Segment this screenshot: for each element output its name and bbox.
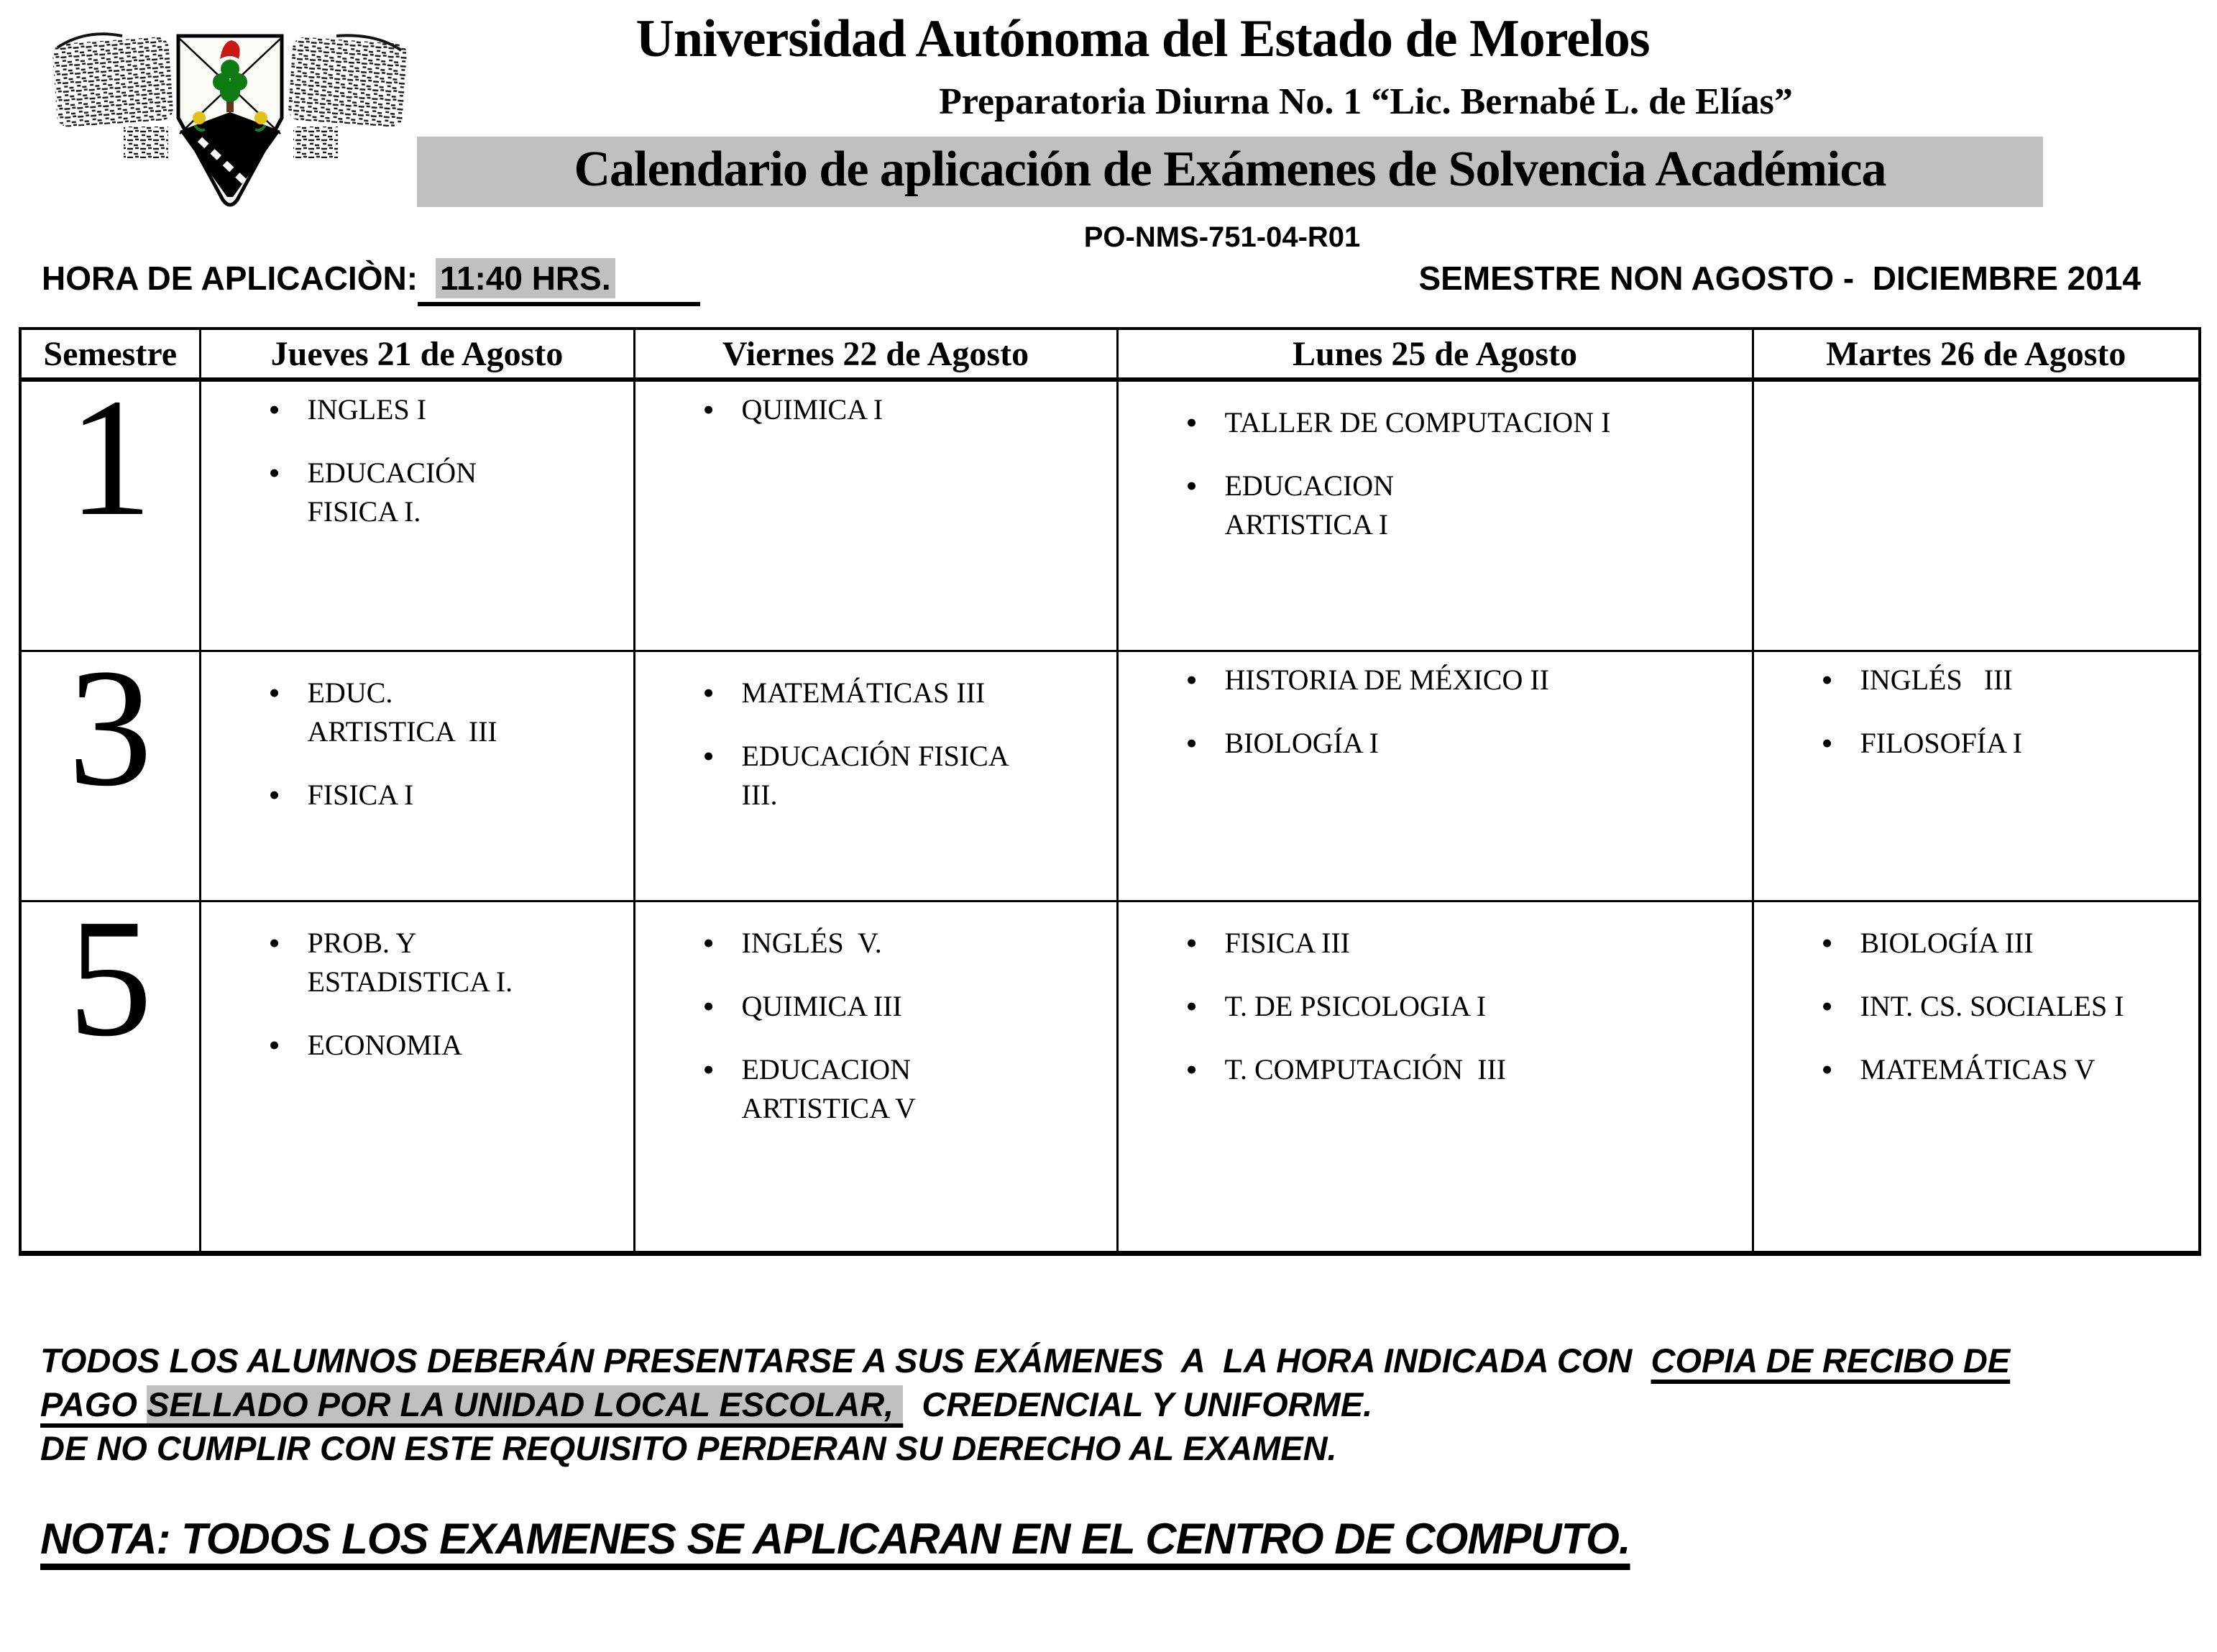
- requirements-note-line1: [40, 1339, 2198, 1382]
- col-header-semestre: Semestre: [20, 329, 200, 380]
- exam-item: • FISICA III: [1185, 924, 1742, 963]
- semestre-number: 1: [68, 364, 152, 551]
- exam-item: • TALLER DE COMPUTACION I: [1185, 403, 1742, 442]
- semestre-cell: [20, 884, 200, 1253]
- application-time-line: [42, 259, 700, 306]
- cell-sem1-viernes: [634, 380, 1117, 651]
- cell-sem3-viernes: [634, 651, 1117, 901]
- application-time-underline: [418, 259, 700, 306]
- cell-sem5-jueves: [200, 901, 634, 1253]
- requirements-note-line2: [40, 1382, 2198, 1426]
- cell-sem3-lunes: [1117, 651, 1753, 901]
- exam-item: • FISICA I: [267, 776, 623, 814]
- cell-sem3-martes: [1753, 651, 2200, 901]
- table-row-semestre-3: [20, 651, 2200, 901]
- table-row-semestre-5: [20, 901, 2200, 1253]
- exam-item: • PROB. Y ESTADISTICA I.: [267, 924, 623, 1001]
- exam-item: • EDUC. ARTISTICA III: [267, 674, 623, 751]
- note-segment: SELLADO POR LA UNIDAD LOCAL ESCOLAR,: [146, 1385, 904, 1424]
- exam-item: • EDUCACIÓN FISICA I.: [267, 454, 623, 531]
- cell-sem1-lunes: [1117, 380, 1753, 651]
- document-code: PO-NMS-751-04-R01: [1083, 221, 1361, 253]
- school-subtitle: Preparatoria Diurna No. 1 “Lic. Bernabé L. de Elías”: [939, 81, 1793, 122]
- semestre-number: 5: [68, 884, 152, 1071]
- exam-item: • ECONOMIA: [267, 1026, 623, 1065]
- exam-item: • INT. CS. SOCIALES I: [1820, 987, 2189, 1026]
- cell-sem5-martes: [1753, 901, 2200, 1253]
- table-row-semestre-1: [20, 380, 2200, 651]
- note-segment: CREDENCIAL Y UNIFORME.: [903, 1385, 1373, 1424]
- cell-sem3-jueves: [200, 651, 634, 901]
- semestre-number: 3: [68, 633, 152, 821]
- exam-item: • T. DE PSICOLOGIA I: [1185, 987, 1742, 1026]
- table-header-row: [20, 329, 2200, 380]
- exam-item: • INGLÉS III: [1820, 661, 2189, 699]
- cell-sem5-lunes: [1117, 901, 1753, 1253]
- document-title: Calendario de aplicación de Exámenes de Solvencia Académica: [417, 137, 2043, 207]
- exam-item: • INGLÉS V.: [702, 924, 1106, 963]
- requirements-note-line3: [40, 1426, 2198, 1470]
- nota-text: NOTA: TODOS LOS EXAMENES SE APLICARAN EN EL CENTRO DE COMPUTO.: [40, 1515, 1630, 1563]
- col-header-martes: Martes 26 de Agosto: [1753, 329, 2200, 380]
- exam-item: • HISTORIA DE MÉXICO II: [1185, 661, 1742, 699]
- col-header-lunes: Lunes 25 de Agosto: [1117, 329, 1753, 380]
- col-header-viernes: Viernes 22 de Agosto: [634, 329, 1117, 380]
- nota-line: [40, 1514, 1630, 1564]
- note-segment: TODOS LOS ALUMNOS DEBERÁN PRESENTARSE A SUS EXÁMENES A LA HORA INDICADA CON: [40, 1341, 1651, 1380]
- exam-item: • FILOSOFÍA I: [1820, 724, 2189, 763]
- university-title: Universidad Autónoma del Estado de Morelos: [635, 9, 1650, 68]
- exam-item: • T. COMPUTACIÓN III: [1185, 1050, 1742, 1089]
- exam-item: • QUIMICA III: [702, 987, 1106, 1026]
- note-segment: DE NO CUMPLIR CON ESTE REQUISITO PERDERAN SU DERECHO AL EXAMEN.: [40, 1429, 1337, 1468]
- exam-item: • MATEMÁTICAS V: [1820, 1050, 2189, 1089]
- cell-sem5-viernes: [634, 901, 1117, 1253]
- cell-sem1-jueves: [200, 380, 634, 651]
- col-header-jueves: Jueves 21 de Agosto: [200, 329, 634, 380]
- exam-item: • MATEMÁTICAS III: [702, 674, 1106, 712]
- requirements-note: [40, 1339, 2198, 1470]
- application-time-label: HORA DE APLICACIÒN:: [42, 260, 418, 297]
- exam-item: • EDUCACIÓN FISICA III.: [702, 737, 1106, 814]
- semestre-cell: [20, 633, 200, 901]
- exam-item: • EDUCACION ARTISTICA I: [1185, 467, 1742, 544]
- semester-period: SEMESTRE NON AGOSTO - DICIEMBRE 2014: [1418, 260, 2141, 297]
- note-segment: COPIA DE RECIBO DE: [1651, 1341, 2011, 1380]
- exam-item: • EDUCACION ARTISTICA V: [702, 1050, 1106, 1128]
- exam-schedule-table: [19, 327, 2201, 1256]
- semestre-cell: [20, 364, 200, 651]
- exam-item: • QUIMICA I: [702, 390, 1106, 429]
- exam-item: • BIOLOGÍA III: [1820, 924, 2189, 963]
- cell-sem1-martes: [1753, 380, 2200, 651]
- note-segment: PAGO: [40, 1385, 147, 1424]
- application-time-value: 11:40 HRS.: [436, 258, 615, 298]
- exam-item: • BIOLOGÍA I: [1185, 724, 1742, 763]
- exam-item: • INGLES I: [267, 390, 623, 429]
